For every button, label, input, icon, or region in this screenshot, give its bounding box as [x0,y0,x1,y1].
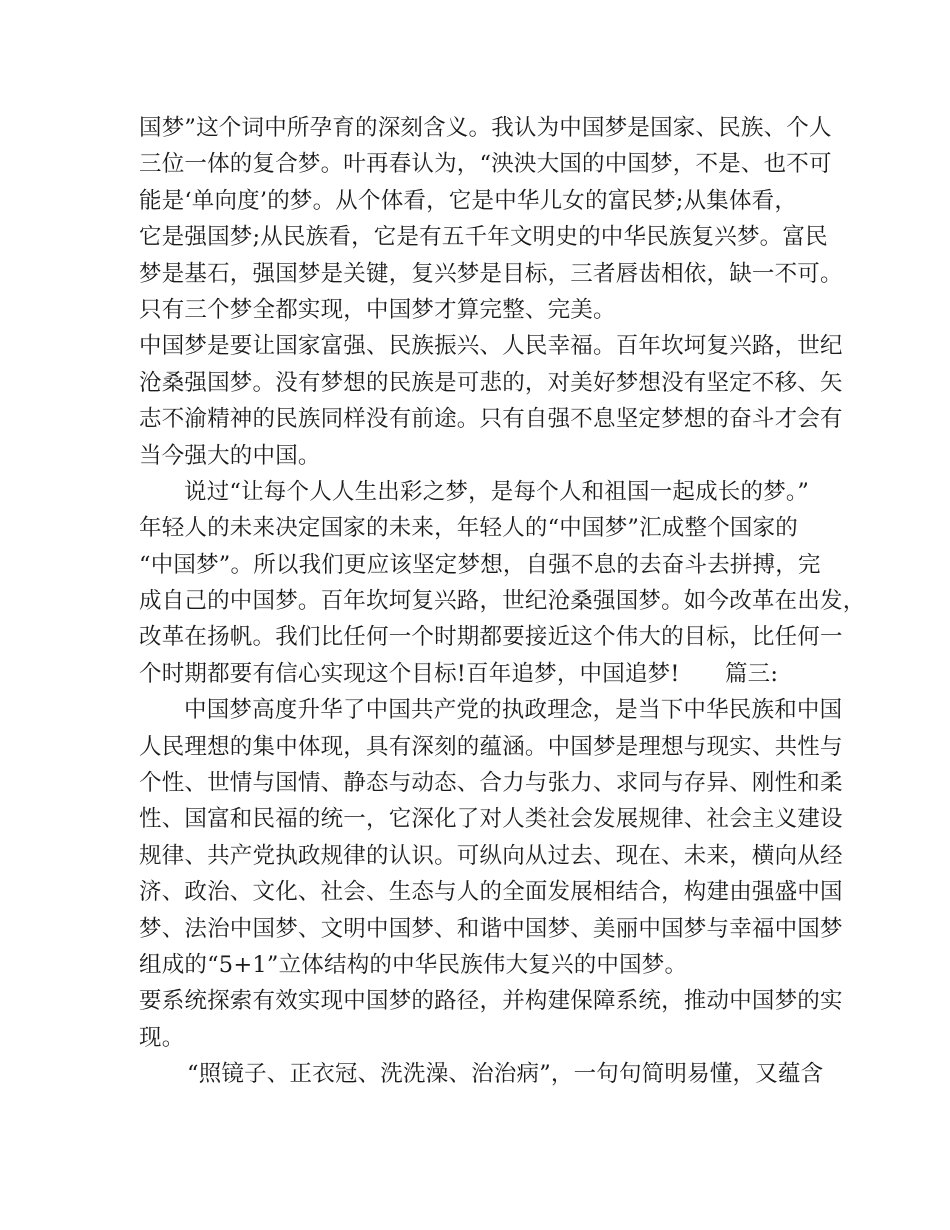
text-line: 只有三个梦全都实现，中国梦才算完整、完美。 [139,296,616,323]
text-line: 年轻人的未来决定国家的未来，年轻人的“中国梦”汇成整个国家的 [139,515,799,542]
text-line: 能是‘单向度’的梦。从个体看，它是中华儿女的富民梦;从集体看， [139,187,798,214]
text-line: 国梦”这个词中所孕育的深刻含义。我认为中国梦是国家、民族、个人 [139,115,832,141]
text-line: 中国梦是要让国家富强、民族振兴、人民幸福。百年坎坷复兴路，世纪 [139,333,843,360]
text-line: 要系统探索有效实现中国梦的路径，并构建保障系统，推动中国梦的实 [139,988,843,1015]
text-line: 中国梦高度升华了中国共产党的执政理念，是当下中华民族和中国 [184,697,843,724]
text-line: 人民理想的集中体现，具有深刻的蕴涵。中国梦是理想与现实、共性与 [139,733,843,760]
text-line: 成自己的中国梦。百年坎坷复兴路，世纪沧桑强国梦。如今改革在出发， [139,588,866,615]
text-line: 沧桑强国梦。没有梦想的民族是可悲的，对美好梦想没有坚定不移、矢 [139,369,843,396]
text-line: 个时期都要有信心实现这个目标!百年追梦，中国追梦! 篇三: [139,660,779,687]
text-line: 改革在扬帆。我们比任何一个时期都要接近这个伟大的目标，比任何一 [139,624,843,651]
text-line: 三位一体的复合梦。叶再春认为，“泱泱大国的中国梦，不是、也不可 [139,151,832,178]
text-line: 说过“让每个人人生出彩之梦，是每个人和祖国一起成长的梦。” [184,478,810,505]
text-line: 当今强大的中国。 [139,442,321,469]
text-line: 组成的“5+1”立体结构的中华民族伟大复兴的中国梦。 [139,951,688,978]
body-text [139,110,866,1093]
text-line: 梦是基石，强国梦是关键，复兴梦是目标，三者唇齿相依，缺一不可。 [139,260,843,287]
text-line: 它是强国梦;从民族看，它是有五千年文明史的中华民族复兴梦。富民 [139,224,828,251]
text-line: 梦、法治中国梦、文明中国梦、和谐中国梦、美丽中国梦与幸福中国梦 [139,915,843,942]
text-line: “中国梦”。所以我们更应该坚定梦想，自强不息的去奋斗去拼搏，完 [139,551,821,578]
text-line: 个性、世情与国情、静态与动态、合力与张力、求同与存异、刚性和柔 [139,770,843,797]
text-line: 性、国富和民福的统一，它深化了对人类社会发展规律、社会主义建设 [139,806,843,833]
text-line: 济、政治、文化、社会、生态与人的全面发展相结合，构建由强盛中国 [139,879,843,906]
text-line: “照镜子、正衣冠、洗洗澡、治治病”，一句句简明易懂，又蕴含 [187,1061,824,1088]
text-line: 志不渝精神的民族同样没有前途。只有自强不息坚定梦想的奋斗才会有 [139,406,843,433]
text-line: 现。 [139,1024,185,1051]
text-line: 规律、共产党执政规律的认识。可纵向从过去、现在、未来，横向从经 [139,842,843,869]
